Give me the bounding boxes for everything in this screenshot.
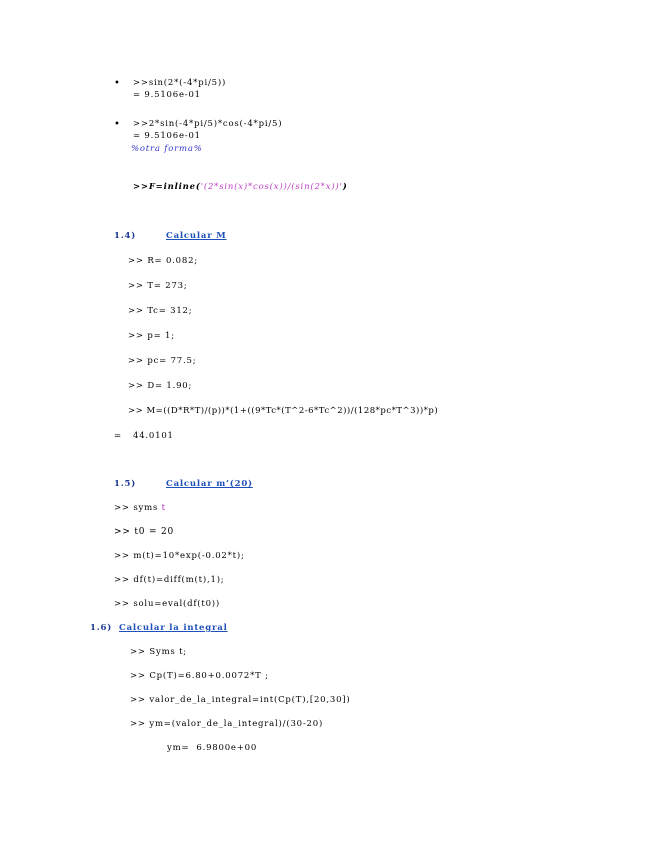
section-number: 1.4) (114, 231, 137, 241)
comment-line: %otra forma% (131, 144, 203, 154)
inline-string: '(2*sin(x)*cos(x))/(sin(2*x))' (200, 182, 343, 192)
command-line: >> T= 273; (128, 281, 188, 291)
section-number: 1.6) (90, 623, 113, 633)
section-title: Calcular la integral (119, 623, 228, 633)
inline-prefix: >>F=inline( (133, 182, 201, 192)
command-line: >> Cp(T)=6.80+0.0072*T ; (130, 671, 269, 681)
command-line: >>2*sin(-4*pi/5)*cos(-4*pi/5) (133, 119, 283, 129)
result-line: = 9.5106e-01 (133, 131, 201, 141)
command-line: >> D= 1.90; (128, 381, 193, 391)
command-line: >> Syms t; (130, 647, 187, 657)
command-line: >> df(t)=diff(m(t),1); (114, 575, 225, 585)
command-line: >>sin(2*(-4*pi/5)) (133, 78, 227, 88)
command-line: >> pc= 77.5; (128, 356, 197, 366)
syms-variable: t (161, 503, 166, 513)
result-value: 44.0101 (133, 431, 174, 441)
command-line: >> R= 0.082; (128, 256, 198, 266)
command-line: >> ym=(valor_de_la_integral)/(30-20) (130, 719, 324, 729)
command-line: >> p= 1; (128, 331, 175, 341)
command-line (114, 503, 166, 514)
command-line: >> solu=eval(df(t0)) (114, 599, 221, 609)
result-line: ym= 6.9800e+00 (167, 743, 258, 753)
command-line: >> m(t)=10*exp(-0.02*t); (114, 551, 245, 561)
syms-prefix: >> syms (114, 503, 162, 513)
command-line: >> M=((D*R*T)/(p))*(1+((9*Tc*(T^2-6*Tc^2))/(128*pc*T^3))*p) (128, 406, 439, 416)
section-title: Calcular M (166, 231, 227, 241)
command-line: >> Tc= 312; (128, 306, 193, 316)
bullet-marker: • (114, 78, 120, 89)
bullet-marker: • (114, 119, 120, 130)
inline-suffix: ) (342, 182, 348, 192)
section-number: 1.5) (114, 479, 137, 489)
result-line: = 9.5106e-01 (133, 90, 201, 100)
section-title: Calcular m’(20) (166, 479, 253, 489)
result-equals: = (114, 431, 122, 441)
command-line: >> t0 = 20 (114, 527, 175, 537)
command-line: >> valor_de_la_integral=int(Cp(T),[20,30]) (130, 695, 351, 705)
inline-command (133, 182, 348, 193)
